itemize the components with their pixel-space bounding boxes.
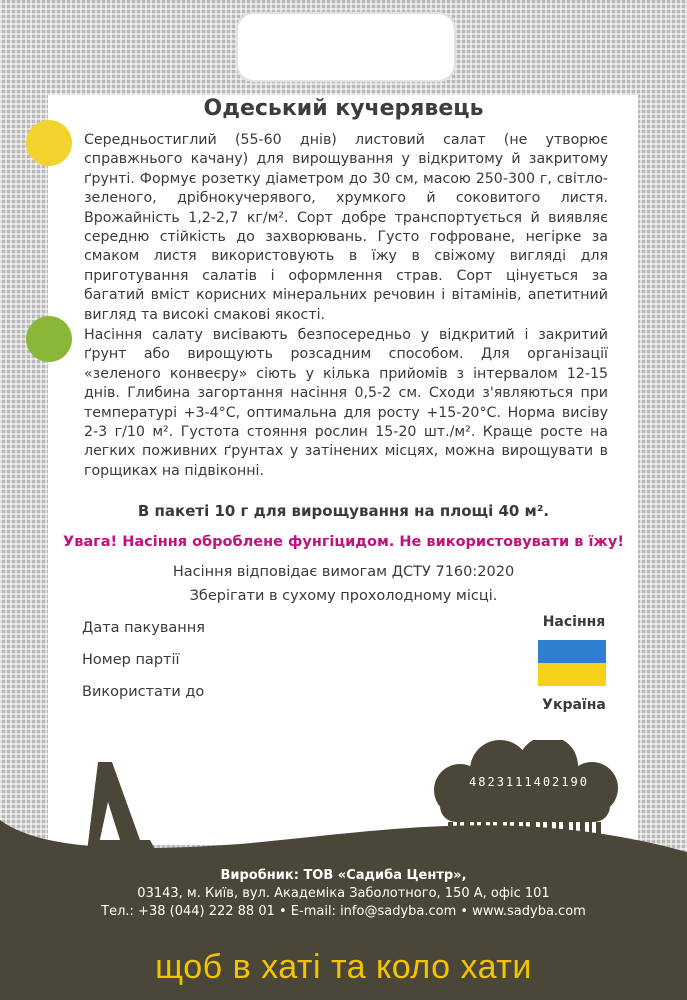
fungicide-warning: Увага! Насіння оброблене фунгіцидом. Не використовувати в їжу!	[63, 534, 624, 550]
flag-blue-stripe	[538, 640, 606, 663]
product-title: Одеський кучерявець	[203, 96, 484, 121]
flag-yellow-stripe	[538, 663, 606, 686]
green-dot-icon	[26, 316, 72, 362]
batch-number-field: Номер партії	[82, 652, 180, 668]
origin-label: Насіння	[542, 614, 606, 630]
storage-note: Зберігати в сухому прохолодному місці.	[189, 588, 498, 604]
standard-compliance: Насіння відповідає вимогам ДСТУ 7160:2020	[172, 564, 515, 580]
house-icon	[66, 762, 166, 870]
pack-date-field: Дата пакування	[82, 620, 205, 636]
origin-country: Україна	[542, 697, 606, 713]
manufacturer-address: 03143, м. Київ, вул. Академіка Заболотного, 150 А, офіс 101	[137, 886, 550, 901]
hang-hole	[236, 12, 456, 82]
manufacturer-name: Виробник: ТОВ «Садиба Центр»,	[220, 868, 467, 883]
use-by-field: Використати до	[82, 684, 205, 700]
brand-slogan: щоб в хаті та коло хати	[155, 948, 532, 986]
packet-info: В пакеті 10 г для вирощування на площі 40 м².	[137, 502, 550, 520]
description-paragraph-2: Насіння салату висівають безпосередньо у відкритий і закритий ґрунт або вирощують розсадним способом. Для організації «зеленого конвеєру» сіють у кілька прийомів з інтервалом 12-15 днів. Глибина загортання насіння 0,5-2 см. Сходи з'являються при температурі +3-4°C, оптимальна для росту +15-20°C. Норма висіву 2-3 г/10 м². Густота стояння рослин 15-20 шт./м². Краще росте на легких поживних ґрунтах у затінених місцях, можна вирощувати в горщиках на підвіконні.	[84, 327, 608, 479]
yellow-dot-icon	[26, 120, 72, 166]
manufacturer-contacts: Тел.: +38 (044) 222 88 01 • E-mail: info@sadyba.com • www.sadyba.com	[101, 904, 586, 919]
barcode-number: 4823111402190	[469, 775, 589, 789]
description-paragraph-1: Середньостиглий (55-60 днів) листовий салат (не утворює справжнього качану) для вирощування у відкритому й закритому ґрунті. Формує розетку діаметром до 30 см, масою 250-300 г, світло-зеленого, дрібнокучерявого, хрумкого й соковитого листя. Врожайність 1,2-2,7 кг/м². Сорт добре транспортується й виявляє середню стійкість до захворювань. Густо гофроване, негірке за смаком листя використовують в їжу в свіжому вигляді для приготування салатів і оформлення страв. Сорт цінується за багатий вміст корисних мінеральних речовин і вітамінів, апетитний вигляд та високі смакові якості.	[84, 132, 608, 323]
ukraine-flag-icon	[538, 640, 606, 686]
